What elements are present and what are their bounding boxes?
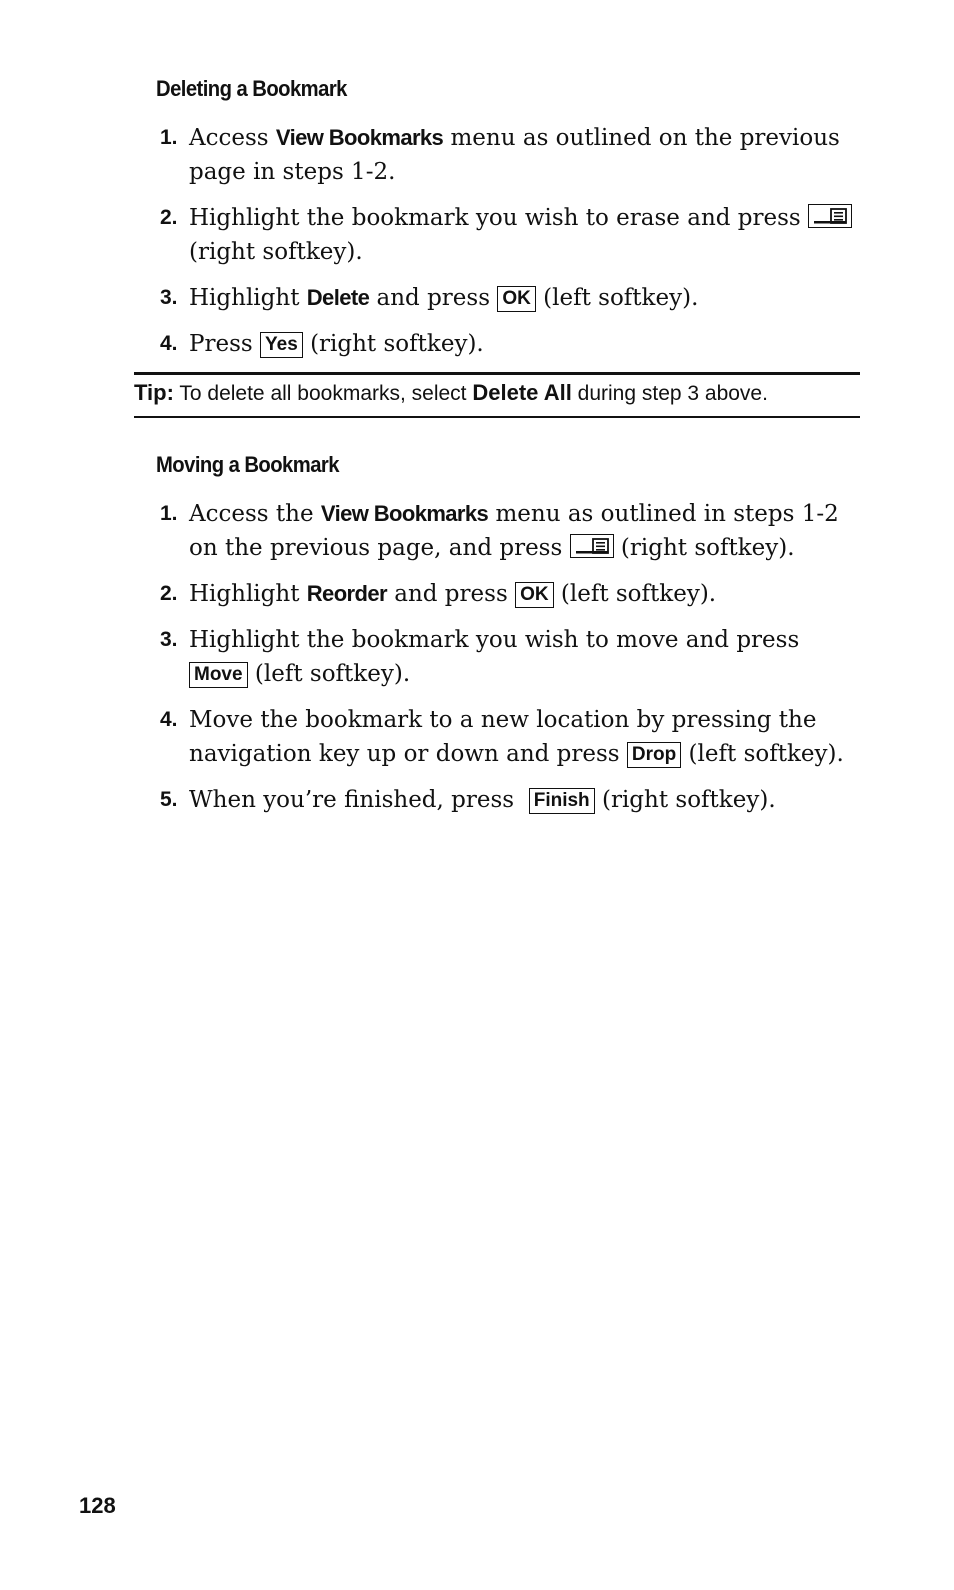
step-number: 3. [160,286,178,309]
delete-step-2 [160,201,860,269]
menu-name: View Bookmarks [275,125,444,150]
option-name: Delete [306,285,370,310]
step-text: menu as outlined in steps 1-2 on the previous page, and press [189,501,839,561]
step-number: 1. [160,126,178,149]
section-heading-moving: Moving a Bookmark [156,452,339,477]
step-number: 3. [160,628,178,651]
tip-label: Tip: [134,380,174,405]
step-number: 1. [160,502,178,525]
menu-name: View Bookmarks [320,501,489,526]
delete-step-4 [160,327,860,361]
step-text: Highlight [189,285,307,311]
move-softkey-label: Move [189,662,248,688]
ok-softkey-label: OK [515,582,554,608]
step-number: 2. [160,582,178,605]
yes-softkey-label: Yes [260,332,303,358]
step-number: 4. [160,332,178,355]
step-text: (left softkey). [247,661,411,687]
step-text: Highlight [189,581,307,607]
step-number: 2. [160,206,178,229]
tip-box [134,375,860,412]
move-step-4 [160,703,860,771]
step-text: (left softkey). [681,741,844,767]
menu-softkey-icon [570,534,614,558]
delete-step-3 [160,281,860,315]
step-text: (left softkey). [553,581,717,607]
step-text: Highlight the bookmark you wish to move and press [189,627,800,653]
tip-text: To delete all bookmarks, select [173,382,473,405]
tip-text: during step 3 above. [571,382,768,405]
step-text: (right softkey). [594,787,776,813]
tip-bottom-rule [134,416,860,418]
step-text: menu as outlined on the previous page in steps 1-2. [189,125,840,185]
step-text: Move the bookmark to a new location by pressing the navigation key up or down and press [189,707,817,767]
step-text: Press [189,331,260,357]
step-text: Highlight the bookmark you wish to erase and press [189,205,809,231]
step-number: 4. [160,708,178,731]
step-text: and press [369,285,498,311]
option-name: Reorder [306,581,387,606]
step-text: Access the [189,501,321,527]
move-step-1 [160,497,860,565]
page-number: 128 [79,1493,116,1518]
step-number: 5. [160,788,178,811]
move-step-3 [160,623,860,691]
menu-softkey-icon [808,204,852,228]
step-text: (right softkey). [613,535,795,561]
step-text: (right softkey). [189,239,363,265]
delete-step-1 [160,121,860,189]
tip-emphasis: Delete All [472,380,572,405]
drop-softkey-label: Drop [627,742,681,768]
step-text: When you’re finished, press [189,787,529,813]
step-text: Access [189,125,276,151]
step-text: (right softkey). [302,331,484,357]
ok-softkey-label: OK [497,286,536,312]
section-heading-deleting: Deleting a Bookmark [156,76,347,101]
move-step-2 [160,577,860,611]
finish-softkey-label: Finish [529,788,595,814]
move-step-5 [160,783,860,817]
step-text: (left softkey). [535,285,699,311]
step-text: and press [386,581,516,607]
